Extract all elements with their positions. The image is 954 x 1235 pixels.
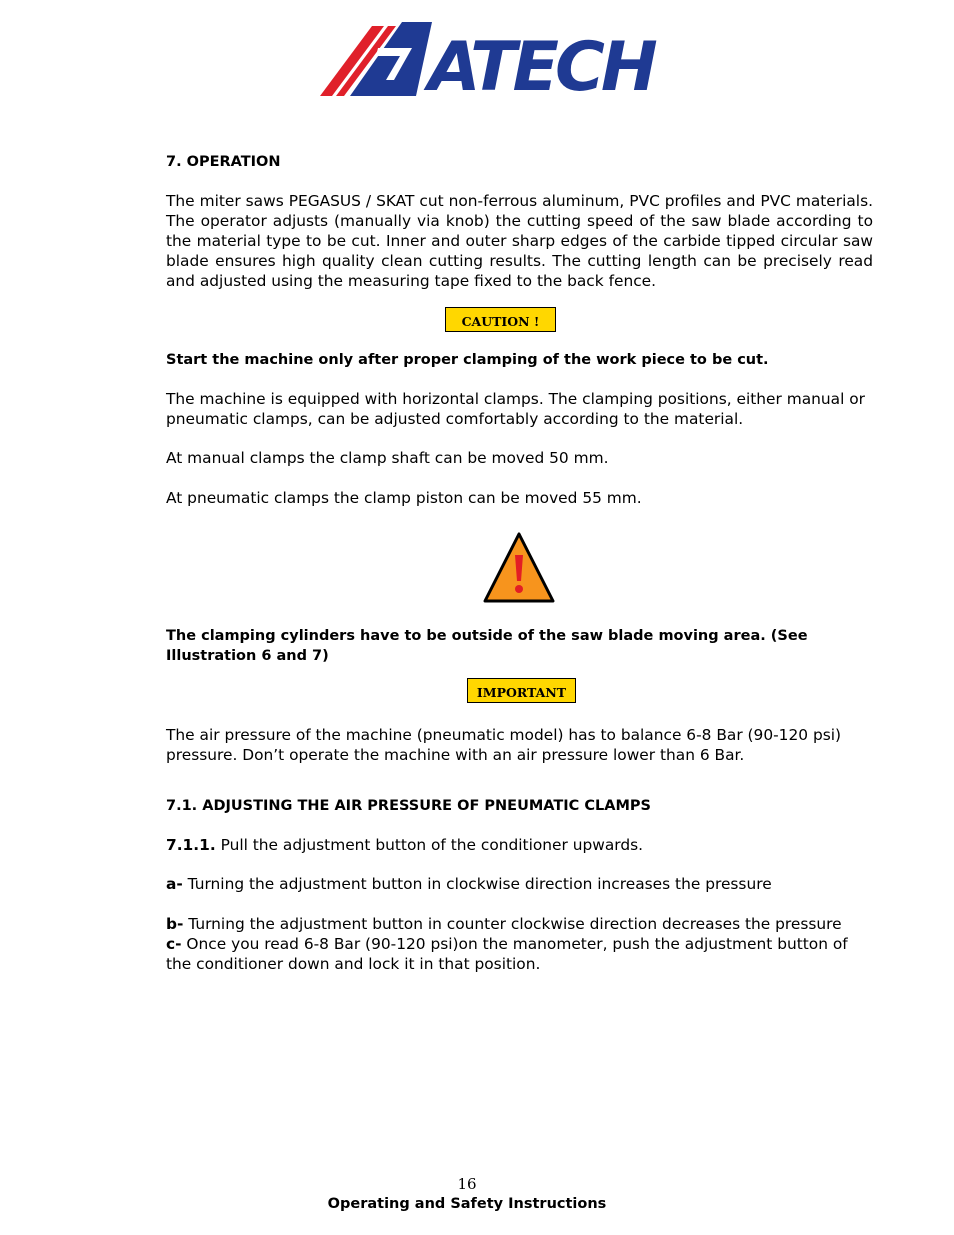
section-title: 7. OPERATION — [166, 154, 281, 170]
pneumatic-clamps-text: At pneumatic clamps the clamp piston can be moved 55 mm. — [166, 489, 642, 507]
step-a-text: Turning the adjustment button in clockwise direction increases the pressure — [182, 875, 772, 893]
step-b — [166, 914, 873, 934]
svg-text:ATECH: ATECH — [428, 28, 654, 107]
atech-logo-icon — [320, 18, 654, 107]
page-footer: Operating and Safety Instructions — [327, 1196, 607, 1212]
important-badge: IMPORTANT — [467, 678, 576, 703]
caution-text: Start the machine only after proper clamping of the work piece to be cut. — [166, 352, 769, 368]
manual-clamps-text: At manual clamps the clamp shaft can be moved 50 mm. — [166, 449, 609, 467]
subsection-title: 7.1. ADJUSTING THE AIR PRESSURE OF PNEUMATIC CLAMPS — [166, 798, 651, 814]
step-c-text: Once you read 6-8 Bar (90-120 psi)on the manometer, push the adjustment button of the conditioner down and lock it in that position. — [166, 935, 848, 973]
step-number: 7.1.1. — [166, 836, 216, 854]
step-a-label: a- — [166, 875, 183, 893]
caution-badge: CAUTION ! — [445, 307, 556, 332]
step-c — [166, 934, 873, 974]
atech-logo — [320, 18, 654, 107]
step-7-1-1 — [166, 835, 873, 855]
warning-text: The clamping cylinders have to be outside of the saw blade moving area. (See Illustration 6 and 7) — [166, 628, 808, 664]
intro-paragraph: The miter saws PEGASUS / SKAT cut non-ferrous aluminum, PVC profiles and PVC materials. The operator adjusts (manually via knob) the cutting speed of the saw blade according to the material type to be cut. Inner and outer sharp edges of the carbide tipped circular saw blade ensures high quality clean cutting results. The cutting length can be precisely read and adjusted using the measuring tape fixed to the back fence. — [166, 192, 873, 290]
step-b-label: b- — [166, 915, 184, 933]
step-b-text: Turning the adjustment button in counter clockwise direction decreases the pressure — [183, 915, 842, 933]
page-number: 16 — [457, 1175, 477, 1193]
step-c-label: c- — [166, 935, 182, 953]
pressure-paragraph: The air pressure of the machine (pneumatic model) has to balance 6-8 Bar (90-120 psi) pressure. Don’t operate the machine with an air pressure lower than 6 Bar. — [166, 726, 842, 764]
step-text: Pull the adjustment button of the conditioner upwards. — [215, 836, 644, 854]
step-a — [166, 874, 873, 894]
clamps-paragraph: The machine is equipped with horizontal clamps. The clamping positions, either manual or pneumatic clamps, can be adjusted comfortably according to the material. — [166, 390, 866, 428]
warning-triangle-icon — [482, 531, 556, 604]
